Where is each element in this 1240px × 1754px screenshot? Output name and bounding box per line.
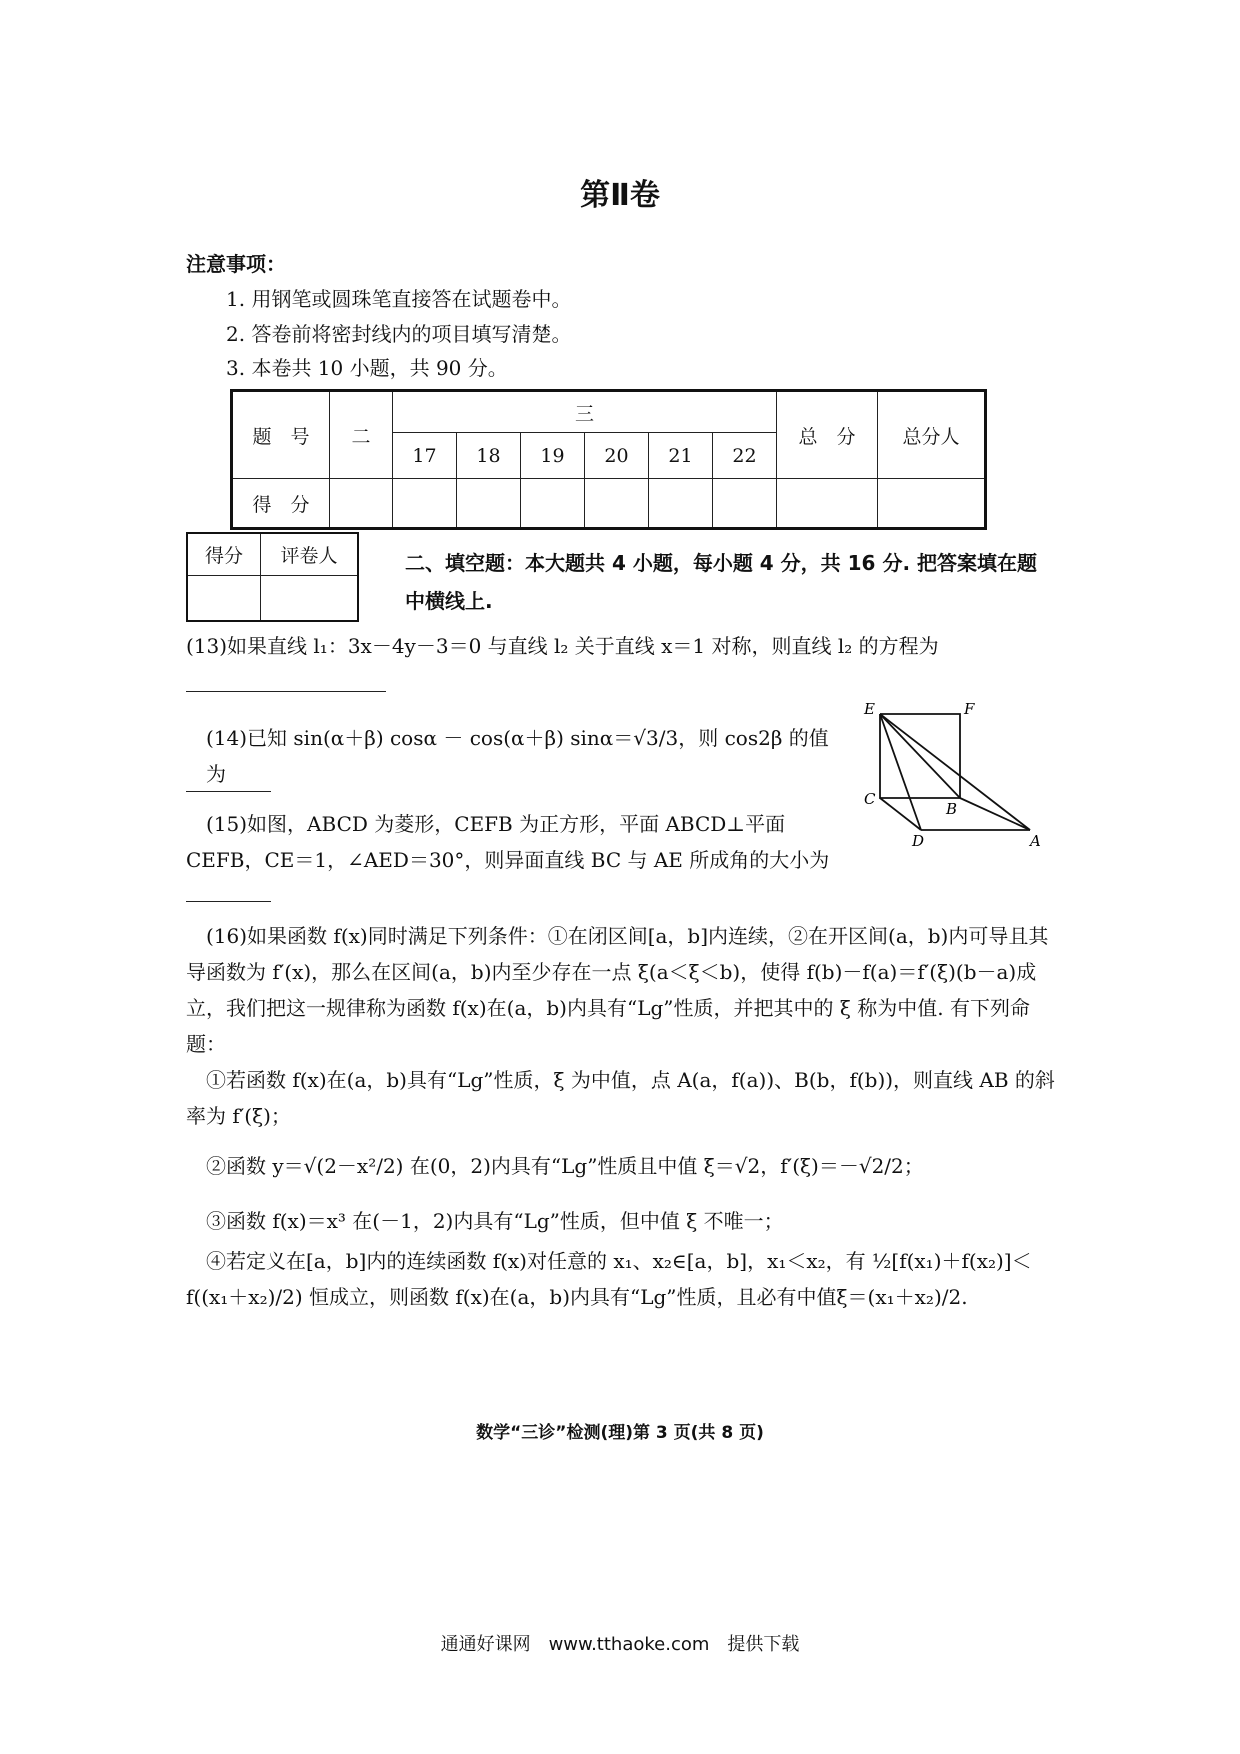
question-16-statement-3: ③函数 f(x)＝x³ 在(－1，2)内具有“Lg”性质，但中值 ξ 不唯一；	[206, 1209, 784, 1233]
label-f: F	[964, 700, 975, 718]
score-cell[interactable]	[393, 479, 457, 529]
segment-eb	[880, 714, 960, 798]
score-table-label-score: 得 分	[232, 479, 330, 529]
score-cell[interactable]	[457, 479, 521, 529]
section-two-heading: 二、填空题：本大题共 4 小题，每小题 4 分，共 16 分. 把答案填在题中横线上.	[405, 551, 1038, 613]
grader-box-score-label: 得分	[187, 533, 261, 575]
score-table-total-person: 总分人	[878, 391, 986, 479]
score-cell[interactable]	[330, 479, 393, 529]
score-table-q21: 21	[649, 433, 713, 479]
score-cell[interactable]	[713, 479, 777, 529]
answer-blank-14[interactable]	[186, 790, 271, 792]
note-item-2: 2. 答卷前将密封线内的项目填写清楚。	[226, 322, 572, 346]
page-title: 第Ⅱ卷	[580, 178, 660, 213]
score-cell[interactable]	[878, 479, 986, 529]
score-cell[interactable]	[585, 479, 649, 529]
question-16-statement-1: ①若函数 f(x)在(a，b)具有“Lg”性质，ξ 为中值，点 A(a，f(a))、B(b，f(b))，则直线 AB 的斜率为 f′(ξ)；	[186, 1068, 1055, 1128]
score-table-col-two: 二	[330, 391, 393, 479]
grader-box-grader-cell[interactable]	[261, 575, 359, 621]
label-b: B	[946, 800, 958, 818]
question-16-statement-4: ④若定义在[a，b]内的连续函数 f(x)对任意的 x₁、x₂∈[a，b]，x₁＜x₂，有 ½[f(x₁)＋f(x₂)]＜f((x₁＋x₂)/2) 恒成立，则函数 f(x)在(a，b)内具有“Lg”性质，且必有中值ξ＝(x₁＋x₂)/2.	[186, 1249, 1032, 1309]
score-table-q17: 17	[393, 433, 457, 479]
notes-heading: 注意事项：	[186, 252, 286, 276]
page-footer: 数学“三诊”检测(理)第 3 页(共 8 页)	[476, 1423, 764, 1443]
label-c: C	[864, 790, 876, 808]
score-table-label-number: 题 号	[232, 391, 330, 479]
segment-ed	[880, 714, 921, 830]
label-e: E	[864, 700, 875, 718]
geometry-figure	[850, 700, 1050, 880]
question-16-statement-2: ②函数 y＝√(2－x²/2) 在(0，2)内具有“Lg”性质且中值 ξ＝√2，f′(ξ)＝－√2/2；	[206, 1154, 924, 1178]
note-item-1: 1. 用钢笔或圆珠笔直接答在试题卷中。	[226, 287, 572, 311]
question-15-line-2: CEFB，CE＝1，∠AED＝30°，则异面直线 BC 与 AE 所成角的大小为	[186, 848, 830, 872]
source-watermark: 通通好课网 www.tthaoke.com 提供下载	[440, 1634, 800, 1655]
score-cell[interactable]	[777, 479, 878, 529]
score-table-total: 总 分	[777, 391, 878, 479]
score-table-q20: 20	[585, 433, 649, 479]
score-table-q18: 18	[457, 433, 521, 479]
score-table-q19: 19	[521, 433, 585, 479]
note-item-3: 3. 本卷共 10 小题，共 90 分。	[226, 356, 508, 380]
score-cell[interactable]	[649, 479, 713, 529]
grader-box	[186, 532, 359, 622]
score-table-col-three: 三	[393, 391, 777, 433]
score-cell[interactable]	[521, 479, 585, 529]
question-16-intro: (16)如果函数 f(x)同时满足下列条件：①在闭区间[a，b]内连续，②在开区间(a，b)内可导且其导函数为 f′(x)，那么在区间(a，b)内至少存在一点 ξ(a＜ξ＜b)，使得 f(b)－f(a)＝f′(ξ)(b－a)成立，我们把这一规律称为函数 f(x)在(a，b)内具有“Lg”性质，并把其中的 ξ 称为中值. 有下列命题：	[186, 924, 1049, 1056]
grader-box-grader-label: 评卷人	[261, 533, 359, 575]
question-15-line-1: (15)如图，ABCD 为菱形，CEFB 为正方形，平面 ABCD⊥平面	[206, 812, 786, 836]
answer-blank-13[interactable]	[186, 690, 386, 692]
score-table-q22: 22	[713, 433, 777, 479]
score-table	[230, 389, 987, 530]
label-d: D	[912, 832, 925, 850]
grader-box-score-cell[interactable]	[187, 575, 261, 621]
label-a: A	[1030, 832, 1041, 850]
answer-blank-15[interactable]	[186, 900, 271, 902]
question-13: (13)如果直线 l₁：3x－4y－3＝0 与直线 l₂ 关于直线 x＝1 对称，则直线 l₂ 的方程为	[186, 634, 939, 658]
question-14: (14)已知 sin(α＋β) cosα － cos(α＋β) sinα＝√3/3，则 cos2β 的值为	[206, 726, 829, 786]
